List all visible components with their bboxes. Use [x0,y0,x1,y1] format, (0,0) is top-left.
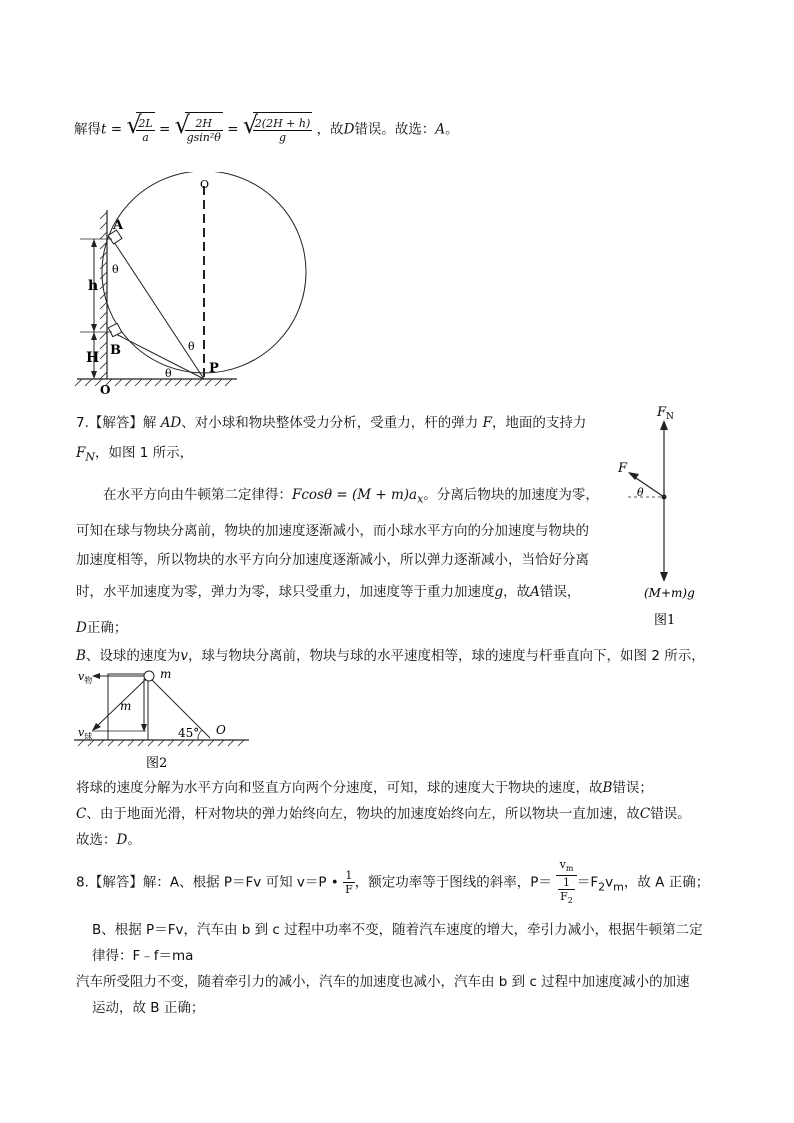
block-B [108,323,121,336]
frac-num: 1 [343,869,355,883]
q7-v: v [180,648,189,664]
q8-text: ，故 A 正确； [623,874,710,891]
inner-den-sub: 2 [567,896,573,906]
inner-num: 1 [558,876,575,890]
label-m-block: m [120,699,132,713]
q8-sub: 2 [598,880,606,894]
q7-C: C [76,806,87,822]
frac-P [556,858,577,907]
sol-prefix: 解得 [74,121,101,138]
q7-text: ，故 [503,584,531,600]
q7-text: ，球与物块分离前，物块与球的水平速度相等，球的速度与杆垂直向下，如图 2 所示， [188,648,705,664]
q7-text: ，地面的支持力 [491,415,587,431]
sqrt-2L-a: √ $\frac{2L}{a}$ [126,112,154,147]
frac-num: 2(2H + h) [254,116,311,130]
q7-text: 。分离后物块的加速度为零， [423,487,599,503]
label-P: P [209,361,219,376]
q7-text: 在水平方向由牛顿第二定律得： [103,487,292,503]
q7-F: F [482,415,492,431]
label-O-top: O [200,178,210,191]
q7-text: 时，水平加速度为零，弹力为零，球只受重力，加速度等于重力加速度 [76,584,495,600]
q7-line-7 [76,618,127,638]
q7-D: D [116,832,128,848]
q8-text: ，额定功率等于图线的斜率，P＝ [354,874,552,891]
wall-hatch [100,212,107,379]
q7-A: A [530,584,540,600]
q7-line-10 [76,804,691,824]
q7-line-4: 可知在球与物块分离前，物块的加速度逐渐减小，而小球水平方向的分加速度与物块的 [76,523,589,539]
q7-head: 7.【解答】解 [76,415,157,431]
arrow-H-bottom [91,371,97,379]
q7-text: 错误。 [650,806,691,822]
q7-eq-sub: x [417,492,424,506]
label-theta-3: θ [165,367,172,380]
solution-line [74,112,459,146]
ground-hatch [78,740,244,746]
q7-ad: AD [160,415,182,431]
label-v-qiu: $v_球$ [78,726,93,741]
q7-text: 正确； [86,620,128,636]
arrow-H-top [91,332,97,340]
sqrt-2H-h-g: √ $\frac{2(2H + h)}{g}$ [243,112,312,147]
q7-FN: F [76,445,86,461]
label-theta-2: θ [188,340,195,353]
q7-line-11 [76,830,141,850]
label-v-wu: $v_物$ [78,670,93,685]
q7-text: 错误， [539,584,581,600]
velocity-diagram-fig2 [74,664,254,772]
frac-num: v [559,858,566,871]
label-O-bottom: O [100,383,111,394]
frac-num: 2L [138,116,153,130]
frac-1-F [343,869,355,896]
q7-text: 错误； [612,780,653,796]
q7-line-2 [76,443,193,468]
sqrt-2H-gsin: √ $\frac{2H}{\text{gsin²θ}}$ [175,112,223,147]
label-O: O [216,723,226,737]
q7-text: 故选： [76,832,117,848]
q7-FN-sub: N [85,450,95,464]
q7-C: C [639,806,651,822]
frac-den: g [279,130,287,144]
label-FN: $F_N$ [657,405,674,422]
q8-line-b4: 运动，故 B 正确； [92,1000,205,1016]
label-B: B [110,343,121,358]
q7-line-3 [103,485,599,510]
q7-text: 、由于地面光滑，杆对物块的弹力始终向左，物块的加速度始终向左，所以物块一直加速，故 [86,806,640,822]
q8-text: v [605,874,614,891]
chord-AP [112,239,204,379]
sol-suffix2: 错误。故选： [354,121,436,138]
frac-den: gsin²θ [186,130,221,144]
q7-text: 、对小球和物块整体受力分析，受重力，杆的弹力 [181,415,479,431]
v-wu-head [92,673,100,679]
label-F: F [618,461,628,476]
q7-line-9 [76,778,653,798]
q7-text: 将球的速度分解为水平方向和竖直方向两个分速度，可知，球的速度大于物块的速度，故 [76,780,603,796]
label-m-ball: m [160,667,172,681]
sol-suffix: ，故 [316,121,344,138]
q8-line-b2: 律得：F﹣f＝ma [92,948,194,964]
var-t: t [101,121,107,138]
q7-text: ，如图 1 所示， [95,445,194,461]
q8-line-b3: 汽车所受阻力不变，随着牵引力的减小，汽车的加速度也减小，汽车由 b 到 c 过程中加速度减小的加速 [76,974,690,990]
label-theta-1: θ [112,263,119,276]
fig1-caption: 图1 [654,613,676,628]
label-weight: (M+m)g [644,586,695,600]
q7-line-8 [76,646,705,666]
q8-text: ＝F [576,874,599,891]
option-d: D [343,121,355,138]
option-a: A [435,121,446,138]
ground-hatch [75,379,232,386]
label-A: A [113,218,124,233]
q8-sub: m [613,880,624,894]
sol-end: 。 [445,121,459,138]
label-h: h [88,278,99,294]
q7-g: g [494,584,504,600]
q7-line-1 [76,413,586,433]
q7-equation: Fcosθ = (M + m)a [292,487,418,503]
force-diagram-fig1 [600,400,730,630]
frac-den: a [142,130,149,144]
frac-den: F [345,883,353,897]
q8-line-b1: B、根据 P＝Fv，汽车由 b 到 c 过程中功率不变，随着汽车速度的增大，牵引力减小，根据牛顿第二定 [92,922,703,938]
q8-line-1 [76,858,709,908]
fig2-caption: 图2 [146,756,168,771]
inner-den: F [560,890,568,904]
arrow-h-bottom [91,324,97,332]
frac-num-sub: m [565,864,574,874]
circle-incline-figure [72,172,322,394]
eq-sign: = [158,121,171,138]
eq-sign: = [110,121,123,138]
q7-line-6 [76,582,580,602]
label-45deg: 45° [178,726,200,740]
q7-line-5: 加速度相等，所以物块的水平方向分加速度逐渐减小，所以弹力逐渐减小，当恰好分离 [76,552,589,568]
q8-head: 8.【解答】解：A、根据 P＝Fv 可知 v＝P • [76,874,339,891]
q7-text: 、设球的速度为 [85,648,181,664]
frac-num: 2H [185,117,223,131]
q7-text: 。 [127,832,141,848]
eq-sign: = [227,121,239,138]
arrow-h-top [91,239,97,247]
label-H: H [86,350,100,366]
center-dot [662,495,667,500]
q7-B: B [76,648,86,664]
q7-B: B [602,780,613,796]
label-theta: θ [637,486,644,499]
q7-D: D [76,620,87,636]
arrow-weight [660,572,668,582]
